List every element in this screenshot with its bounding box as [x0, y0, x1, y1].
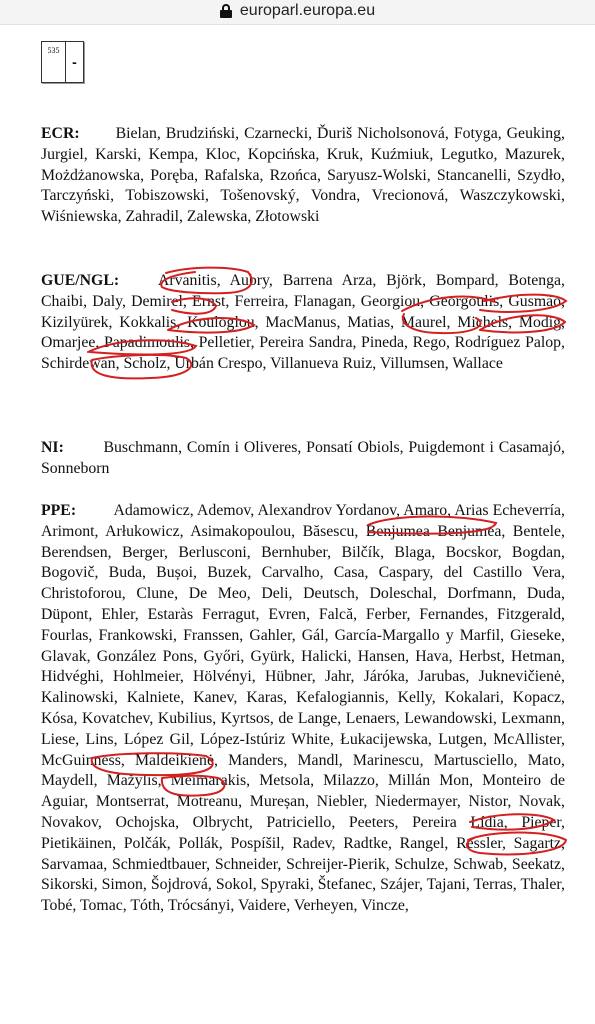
vote-group-gue-ngl: GUE/NGL: Arvanitis, Aubry, Barrena Arza, Björk, Bompard, Botenga, Chaibi, Daly, Demirel, Ernst, Ferreira, Flanagan, Georgiou, Georgoulis, Gusmão, Kizilyürek, Kokkalis, Kouloglou, MacManus, Matias, Maurel, Michels, Modig, Omarjee, Papadimoulis, Pelletier, Pereira Sandra, Pineda, Rego, Rodríguez Palop, Schirdewan, Scholz, Urbán Crespo, Villanueva Ruiz, Villumsen, Wallace: [41, 272, 566, 373]
group-members: Buschmann, Comín i Oliveres, Ponsatí Obiols, Puigdemont i Casamajó, Sonneborn: [41, 439, 566, 477]
group-label: PPE: [41, 502, 71, 519]
group-label: GUE/NGL: [41, 272, 114, 289]
vote-group-ecr: ECR: Bielan, Brudziński, Czarnecki, Ďuriš Nicholsonová, Fotyga, Geuking, Jurgiel, Karski, Kempa, Kloc, Kopcińska, Kruk, Kuźmiuk, Legutko, Mazurek, Możdżanowska, Poręba, Rafalska, Rzońca, Saryusz-Wolski, Stancanelli, Szydło, Tarczyński, Tobiszowski, Tošenovský, Vondra, Vrecionová, Waszczykowski, Wiśniewska, Zahradil, Zalewska, Złotowski: [41, 125, 565, 226]
group-members: Bielan, Brudziński, Czarnecki, Ďuriš Nicholsonová, Fotyga, Geuking, Jurgiel, Karski, Kempa, Kloc, Kopcińska, Kruk, Kuźmiuk, Legutko, Mazurek, Możdżanowska, Poręba, Rafalska, Rzońca, Saryusz-Wolski, Stancanelli, Szydło, Tarczyński, Tobiszowski, Tošenovský, Vondra, Vrecionová, Waszczykowski, Wiśniewska, Zahradil, Zalewska, Złotowski: [41, 125, 565, 226]
page-value: -: [72, 54, 77, 70]
group-label: ECR: [41, 125, 75, 142]
url-text: europarl.europa.eu: [239, 2, 376, 19]
group-members: Adamowicz, Ademov, Alexandrov Yordanov, Amaro, Arias Echeverría, Arimont, Arłukowicz, Asimakopoulou, Băsescu, Benjumea Benjumea, Bentele, Berendsen, Berger, Berlusconi, Bernhuber, Bilčík, Blaga, Bocskor, Bogdan, Bogovič, Buda, Bușoi, Buzek, Carvalho, Casa, Caspary, del Castillo Vera, Christoforou, Clune, De Meo, Deli, Deutsch, Doleschal, Dorfmann, Duda, Düpont, Ehler, Estaràs Ferragut, Evren, Falcă, Ferber, Fernandes, Fitzgerald, Fourlas, Frankowski, Franssen, Gahler, Gál, García-Margallo y Marfil, Gieseke, Glavak, González Pons, Győri, Gyürk, Halicki, Hansen, Hava, Herbst, Hetman, Hidvéghi, Hohlmeier, Hölvényi, Hübner, Jahr, Járóka, Jarubas, Juknevičienė, Kalinowski, Kalniete, Kanev, Karas, Kefalogiannis, Kelly, Kokalari, Kopacz, Kósa, Kovatchev, Kubilius, Kyrtsos, de Lange, Lenaers, Lewandowski, Lexmann, Liese, Lins, López Gil, López-Istúriz White, Łukacijewska, Lutgen, McAllister, McGuinness, Maldeikienė, Manders, Mandl, Marinescu, Martusciello, Mato, Maydell, Mažylis, Meimarakis, Metsola, Milazzo, Millán Mon, Monteiro de Aguiar, Montserrat, Motreanu, Mureșan, Niebler, Niedermayer, Nistor, Novak, Novakov, Ochojska, Olbrycht, Patriciello, Peeters, Pereira Lídia, Pieper, Pietikäinen, Polčák, Pollák, Pospíšil, Radev, Radtke, Rangel, Ressler, Sagartz, Sarvamaa, Schmiedtbauer, Schneider, Schreijer-Pierik, Schulze, Schwab, Seekatz, Sikorski, Simon, Šojdrová, Sokol, Spyraki, Štefanec, Szájer, Tajani, Terras, Thaler, Tobé, Tomac, Tóth, Trócsányi, Vaidere, Verheyen, Vincze,: [41, 502, 565, 915]
page-number-box: [41, 41, 84, 83]
lock-icon: [220, 4, 232, 18]
vote-group-ni: NI: Buschmann, Comín i Oliveres, Ponsatí Obiols, Puigdemont i Casamajó, Sonneborn: [41, 439, 566, 477]
vote-group-ppe: PPE: Adamowicz, Ademov, Alexandrov Yordanov, Amaro, Arias Echeverría, Arimont, Arłukowicz, Asimakopoulou, Băsescu, Benjumea Benjumea, Bentele, Berendsen, Berger, Berlusconi, Bernhuber, Bilčík, Blaga, Bocskor, Bogdan, Bogovič, Buda, Bușoi, Buzek, Carvalho, Casa, Caspary, del Castillo Vera, Christoforou, Clune, De Meo, Deli, Deutsch, Doleschal, Dorfmann, Duda, Düpont, Ehler, Estaràs Ferragut, Evren, Falcă, Ferber, Fernandes, Fitzgerald, Fourlas, Frankowski, Franssen, Gahler, Gál, García-Margallo y Marfil, Gieseke, Glavak, González Pons, Győri, Gyürk, Halicki, Hansen, Hava, Herbst, Hetman, Hidvéghi, Hohlmeier, Hölvényi, Hübner, Jahr, Járóka, Jarubas, Juknevičienė, Kalinowski, Kalniete, Kanev, Karas, Kefalogiannis, Kelly, Kokalari, Kopacz, Kósa, Kovatchev, Kubilius, Kyrtsos, de Lange, Lenaers, Lewandowski, Lexmann, Liese, Lins, López Gil, López-Istúriz White, Łukacijewska, Lutgen, McAllister, McGuinness, Maldeikienė, Manders, Mandl, Marinescu, Martusciello, Mato, Maydell, Mažylis, Meimarakis, Metsola, Milazzo, Millán Mon, Monteiro de Aguiar, Montserrat, Motreanu, Mureșan, Niebler, Niedermayer, Nistor, Novak, Novakov, Ochojska, Olbrycht, Patriciello, Peeters, Pereira Lídia, Pieper, Pietikäinen, Polčák, Pollák, Pospíšil, Radev, Radtke, Rangel, Ressler, Sagartz, Sarvamaa, Schmiedtbauer, Schneider, Schreijer-Pierik, Schulze, Schwab, Seekatz, Sikorski, Simon, Šojdrová, Sokol, Spyraki, Štefanec, Szájer, Tajani, Terras, Thaler, Tobé, Tomac, Tóth, Trócsányi, Vaidere, Verheyen, Vincze,: [41, 502, 565, 915]
group-label: NI: [41, 439, 59, 456]
group-members: Arvanitis, Aubry, Barrena Arza, Björk, Bompard, Botenga, Chaibi, Daly, Demirel, Ernst, Ferreira, Flanagan, Georgiou, Georgoulis, Gusmão, Kizilyürek, Kokkalis, Kouloglou, MacManus, Matias, Maurel, Michels, Modig, Omarjee, Papadimoulis, Pelletier, Pereira Sandra, Pineda, Rego, Rodríguez Palop, Schirdewan, Scholz, Urbán Crespo, Villanueva Ruiz, Villumsen, Wallace: [41, 272, 566, 373]
page-number: 535: [42, 42, 66, 82]
browser-address-bar[interactable]: [0, 0, 595, 25]
